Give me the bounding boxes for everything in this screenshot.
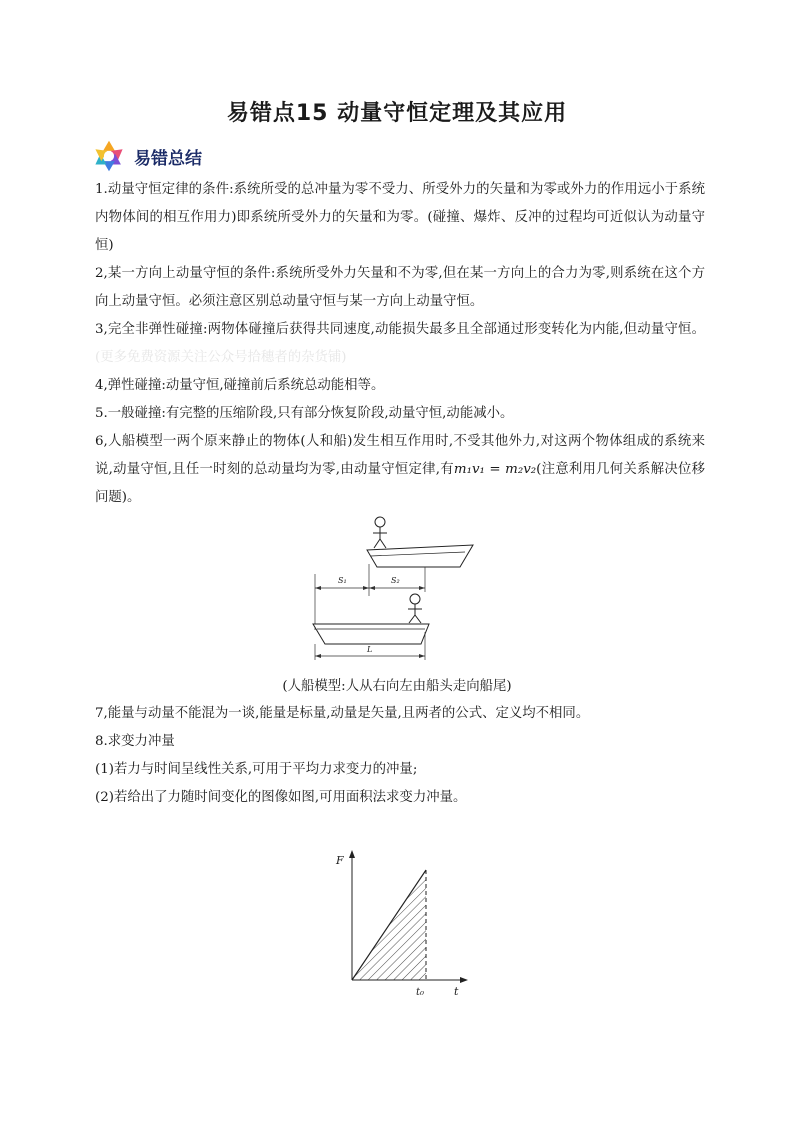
s1-label: S₁ xyxy=(338,576,347,585)
momentum-formula: m₁v₁ = m₂v₂ xyxy=(453,462,537,477)
boat-top xyxy=(367,545,473,567)
boat-model-figure xyxy=(305,512,500,674)
boat-caption: (人船模型:人从右向左由船头走向船尾) xyxy=(282,679,512,694)
watermark-text: (更多免费资源关注公众号拾穗者的杂货铺) xyxy=(95,350,347,365)
person-bottom xyxy=(408,594,422,623)
item-7: 7,能量与动量不能混为一谈,能量是标量,动量是矢量,且两者的公式、定义均不相同。 xyxy=(95,706,590,721)
body-text-2 xyxy=(95,700,705,812)
item-4: 4,弹性碰撞:动量守恒,碰撞前后系统总动能相等。 xyxy=(95,378,385,393)
person-top xyxy=(373,517,387,548)
item-2: 2,某一方向上动量守恒的条件:系统所受外力矢量和不为零,但在某一方向上的合力为零,则系统在这个方向上动量守恒。必须注意区别总动量守恒与某一方向上动量守恒。 xyxy=(95,266,705,309)
item-8-2: (2)若给出了力随时间变化的图像如图,可用面积法求变力冲量。 xyxy=(95,790,467,805)
item-1: 1.动量守恒定律的条件:系统所受的总冲量为零不受力、所受外力的矢量和为零或外力的作用远小于系统内物体间的相互作用力)即系统所受外力的矢量和为零。(碰撞、爆炸、反冲的过程均可近似认为动量守恒) xyxy=(95,182,705,253)
force-time-graph xyxy=(330,848,470,998)
s2-label: S₂ xyxy=(391,576,400,585)
section-header xyxy=(92,140,202,172)
item-3 xyxy=(95,316,705,372)
body-text xyxy=(95,176,705,512)
y-axis-label: F xyxy=(336,854,344,867)
item-6 xyxy=(95,428,705,512)
t0-label: t₀ xyxy=(416,987,425,998)
page-title: 易错点15 动量守恒定理及其应用 xyxy=(226,101,568,126)
l-label: L xyxy=(367,645,373,654)
boat-bottom xyxy=(313,624,429,644)
item-5: 5.一般碰撞:有完整的压缩阶段,只有部分恢复阶段,动量守恒,动能减小。 xyxy=(95,406,514,421)
item-8: 8.求变力冲量 xyxy=(95,734,175,749)
item-8-1: (1)若力与时间呈线性关系,可用于平均力求变力的冲量; xyxy=(95,762,418,777)
star-icon xyxy=(92,139,126,173)
item-6-before: 6,人船模型一两个原来静止的物体(人和船)发生相互作用时,不受其他外力,对这两个物体组成的系统来说,动量守恒,且任一时刻的总动量均为零,由动量守恒定律,有 xyxy=(95,434,705,477)
section-label: 易错总结 xyxy=(134,148,202,169)
item-6-after: (注意利用几何关系解决位移问题)。 xyxy=(95,462,705,505)
x-axis-label: t xyxy=(454,985,459,998)
item-3-text: 3,完全非弹性碰撞:两物体碰撞后获得共同速度,动能损失最多且全部通过形变转化为内能,但动量守恒。 xyxy=(95,322,705,337)
